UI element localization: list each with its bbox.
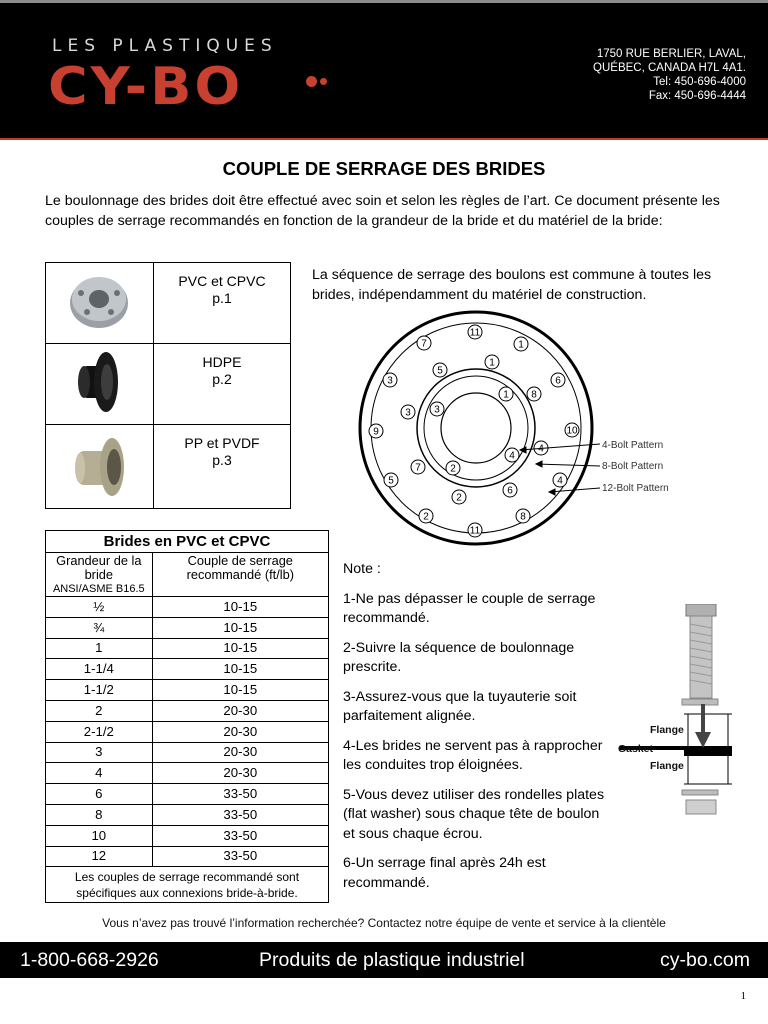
pvc-flange-image [46, 263, 154, 344]
table-row [46, 659, 329, 680]
table-caption: Brides en PVC et CPVC [46, 531, 329, 553]
flange-size-cell: 1-1/2 [46, 680, 153, 701]
page-title: COUPLE DE SERRAGE DES BRIDES [222, 158, 546, 179]
bolt-number: 9 [373, 426, 379, 438]
bolt-number: 8 [520, 511, 526, 523]
company-address [593, 47, 746, 103]
hdpe-flange-image [46, 344, 154, 425]
header-banner [0, 0, 768, 140]
notes-section [343, 560, 615, 903]
pattern-label: 12-Bolt Pattern [602, 483, 669, 494]
flange-size-cell: 10 [46, 825, 153, 846]
material-label [154, 425, 291, 509]
table-body [46, 597, 329, 867]
footer-tagline: Produits de plastique industriel [259, 949, 525, 971]
bolt-number: 1 [518, 339, 524, 351]
torque-value-cell: 10-15 [152, 659, 328, 680]
bolt-number: 7 [421, 338, 427, 350]
torque-value-cell: 10-15 [152, 680, 328, 701]
torque-value-cell: 10-15 [152, 597, 328, 618]
flange-size-cell: 6 [46, 784, 153, 805]
torque-value-cell: 33-50 [152, 784, 328, 805]
bolt-number: 5 [388, 475, 394, 487]
pattern-label: 4-Bolt Pattern [602, 440, 664, 451]
bolt-number: 4 [509, 450, 515, 462]
flange-size-cell: 2 [46, 700, 153, 721]
bolt-number: 3 [387, 375, 393, 387]
gasket-label: Gasket [618, 743, 654, 755]
header-divider [0, 138, 768, 140]
brand-logo-text: CY-BO [48, 56, 244, 117]
table-row [46, 742, 329, 763]
torque-value-cell: 20-30 [152, 721, 328, 742]
bolt-number: 4 [557, 475, 563, 487]
bolt-number: 1 [489, 357, 495, 369]
bolt-number: 2 [423, 511, 429, 523]
bolt-number: 3 [405, 407, 411, 419]
material-name: PP et PVDF [184, 435, 260, 451]
flange-size-cell: 1-1/4 [46, 659, 153, 680]
website-link[interactable]: cy-bo.com [660, 949, 750, 971]
address-line: QUÉBEC, CANADA H7L 4A1. [593, 62, 746, 74]
column-header-size [46, 553, 153, 597]
table-row [46, 763, 329, 784]
intro-paragraph: Le boulonnage des brides doit être effectué avec soin et selon les règles de l’art. Ce document présente les couples de serrage recommandés en fonction de la grandeur de la bride et du matériel de la bride: [45, 193, 720, 229]
table-row [46, 784, 329, 805]
torque-value-cell: 20-30 [152, 742, 328, 763]
flange-size-cell: 1 [46, 638, 153, 659]
contact-prompt: Vous n’avez pas trouvé l’information recherchée? Contactez notre équipe de vente et service à la clientèle [102, 916, 666, 930]
bolt-assembly-diagram [612, 604, 744, 822]
material-label [154, 344, 291, 425]
material-page: p.3 [212, 452, 232, 468]
flange-size-cell: 2-1/2 [46, 721, 153, 742]
bolt-sequence-diagram [356, 310, 696, 555]
flange-label: Flange [650, 760, 684, 772]
logo-dot-small [320, 78, 327, 85]
middle-bolt-ring [401, 355, 548, 504]
table-row [46, 597, 329, 618]
flange-size-cell: 12 [46, 846, 153, 867]
bolt-number: 5 [437, 365, 443, 377]
note-item: 2-Suivre la séquence de boulonnage prescrite. [343, 639, 575, 675]
table-row [46, 825, 329, 846]
note-item: 6-Un serrage final après 24h est recommandé. [343, 855, 546, 891]
material-page: p.2 [212, 371, 232, 387]
note-item: 4-Les brides ne servent pas à rapprocher les conduites trop éloignées. [343, 737, 603, 773]
sequence-description: La séquence de serrage des boulons est commune à toutes les brides, indépendamment du matériel de construction. [312, 267, 712, 303]
material-row [46, 344, 291, 425]
bolt-number: 6 [555, 375, 561, 387]
column-header-label: Grandeur de la bride [56, 553, 142, 582]
table-row [46, 846, 329, 867]
torque-value-cell: 33-50 [152, 804, 328, 825]
pattern-label: 8-Bolt Pattern [602, 461, 664, 472]
material-label [154, 263, 291, 344]
bolt-number: 11 [469, 525, 481, 537]
note-item: 5-Vous devez utiliser des rondelles plates (flat washer) sous chaque tête de boulon et sous chaque écrou. [343, 786, 605, 842]
bolt-number: 11 [469, 327, 481, 339]
brand-tagline: LES PLASTIQUES [52, 36, 278, 56]
flange-size-cell: ½ [46, 597, 153, 618]
torque-value-cell: 10-15 [152, 638, 328, 659]
table-row [46, 804, 329, 825]
logo-dot-large [306, 76, 317, 87]
phone-line: Tel: 450-696-4000 [653, 76, 746, 88]
table-row [46, 617, 329, 638]
torque-value-cell: 33-50 [152, 846, 328, 867]
table-row [46, 680, 329, 701]
notes-heading: Note : [343, 561, 381, 577]
table-row [46, 638, 329, 659]
bolt-number: 6 [507, 485, 513, 497]
bolt-number: 8 [531, 389, 537, 401]
flange-size-cell: 4 [46, 763, 153, 784]
bolt-number: 2 [450, 463, 456, 475]
torque-value-cell: 20-30 [152, 700, 328, 721]
note-item: 1-Ne pas dépasser le couple de serrage recommandé. [343, 590, 596, 626]
flange-size-cell: 8 [46, 804, 153, 825]
footer-bar [0, 942, 768, 978]
page-number: 1 [740, 990, 746, 1002]
bolt-number: 3 [434, 404, 440, 416]
materials-table [45, 262, 291, 509]
flange-size-cell: 3 [46, 742, 153, 763]
bolt-number: 7 [415, 462, 421, 474]
torque-value-cell: 20-30 [152, 763, 328, 784]
fax-line: Fax: 450-696-4444 [648, 90, 746, 102]
address-line: 1750 RUE BERLIER, LAVAL, [596, 48, 746, 60]
inner-bolt-ring [430, 387, 519, 475]
material-row [46, 263, 291, 344]
flange-label: Flange [650, 724, 684, 736]
bolt-number: 1 [503, 389, 509, 401]
material-row [46, 425, 291, 509]
torque-value-cell: 10-15 [152, 617, 328, 638]
table-row [46, 700, 329, 721]
table-footnote: Les couples de serrage recommandé sont spécifiques aux connexions bride-à-bride. [46, 867, 329, 903]
material-name: PVC et CPVC [178, 273, 266, 289]
table-row [46, 721, 329, 742]
column-header-sub: ANSI/ASME B16.5 [52, 583, 145, 595]
pp-flange-image [46, 425, 154, 509]
phone-number[interactable]: 1-800-668-2926 [20, 949, 159, 971]
flange-size-cell: ¾ [46, 617, 153, 638]
torque-value-cell: 33-50 [152, 825, 328, 846]
torque-table [45, 530, 329, 903]
bolt-number: 4 [538, 443, 544, 455]
bolt-number: 10 [566, 425, 578, 437]
column-header-torque: Couple de serrage recommandé (ft/lb) [152, 553, 328, 597]
note-item: 3-Assurez-vous que la tuyauterie soit parfaitement alignée. [343, 688, 577, 724]
material-name: HDPE [202, 354, 242, 370]
material-page: p.1 [212, 290, 232, 306]
bolt-number: 2 [456, 492, 462, 504]
